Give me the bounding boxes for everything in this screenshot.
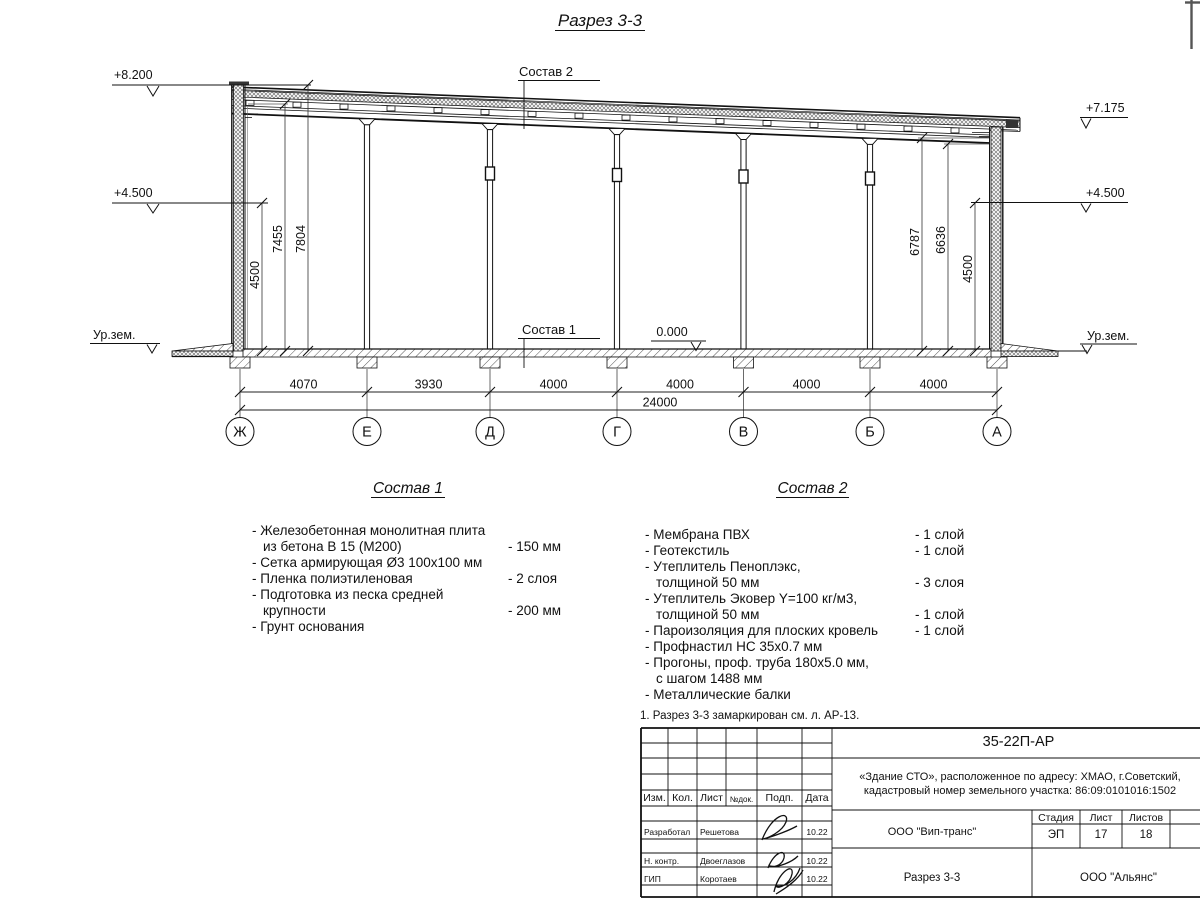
- drawing-note: 1. Разрез 3-3 замаркирован см. л. АР-13.: [640, 710, 860, 722]
- axis-label: Ж: [233, 424, 247, 441]
- axis-label: А: [992, 424, 1002, 441]
- list-item: крупности - 200 мм: [263, 603, 562, 618]
- elevation-right-mid: +4.500: [1086, 186, 1125, 200]
- list-item: - Грунт основания: [252, 619, 365, 634]
- ground-level-left: Ур.зем.: [93, 328, 136, 342]
- sheet-label: Лист: [1089, 812, 1113, 824]
- signature-korotaev: [774, 868, 803, 894]
- col-list: Лист: [700, 792, 723, 804]
- role-ncontrol: Н. контр.: [644, 856, 680, 866]
- name-ncontrol: Двоеглазов: [700, 856, 746, 866]
- right-wall: [972, 127, 1003, 351]
- list-item: - Сетка армирующая Ø3 100х100 мм: [252, 555, 483, 570]
- col-kol: Кол.: [672, 792, 693, 804]
- footings: [230, 357, 1007, 368]
- column-splice-marks: [486, 167, 875, 185]
- axis-bubbles: [226, 418, 1011, 446]
- list-item: - Профнастил НС 35х0.7 мм: [645, 639, 823, 654]
- stage-value: ЭП: [1047, 829, 1065, 841]
- list-item: - Утеплитель Пеноплэкс,: [645, 559, 801, 574]
- dim-span-6: 4000: [919, 377, 948, 392]
- roof: [232, 87, 1020, 143]
- left-wall: [229, 82, 258, 352]
- dim-right-6787: 6787: [908, 228, 922, 256]
- project-address-line1: «Здание СТО», расположенное по адресу: ХМАО, г.Советский,: [859, 771, 1181, 783]
- elevation-zero: 0.000: [656, 325, 688, 339]
- list-item: из бетона В 15 (М200) - 150 мм: [263, 539, 562, 554]
- dim-left-7455: 7455: [271, 225, 285, 253]
- axis-label: В: [738, 424, 749, 441]
- list-item: - Прогоны, проф. труба 180х5.0 мм,: [645, 655, 869, 670]
- callout-comp2: Состав 2: [519, 64, 573, 79]
- dim-span-5: 4000: [792, 377, 821, 392]
- signature-dvoeglazov: [768, 853, 798, 868]
- name-gip: Коротаев: [700, 874, 737, 884]
- list-item: толщиной 50 мм - 1 слой: [656, 607, 965, 622]
- signature-reshetova: [762, 816, 797, 840]
- org-name: ООО "Альянс": [1080, 872, 1157, 884]
- composition-2-heading: Состав 2: [777, 480, 848, 497]
- list-item: - Металлические балки: [645, 687, 791, 702]
- list-item: - Железобетонная монолитная плита: [252, 523, 486, 538]
- doc-number: 35-22П-АР: [982, 734, 1055, 750]
- right-dimensions: [908, 133, 989, 356]
- composition-1-heading: Состав 1: [373, 480, 443, 497]
- span-dimension-texts: [290, 378, 948, 410]
- elevation-left-top: +8.200: [114, 68, 153, 82]
- date-developer: 10.22: [806, 827, 828, 837]
- list-item: толщиной 50 мм - 3 слоя: [656, 575, 965, 590]
- page-title: Разрез 3-3: [0, 11, 1200, 31]
- project-address-line2: кадастровый номер земельного участка: 86:09:0101016:1502: [863, 785, 1177, 797]
- sheets-value: 18: [1139, 829, 1153, 841]
- dim-span-4: 4000: [666, 377, 694, 392]
- date-ncontrol: 10.22: [806, 856, 828, 866]
- eave-end-cap: [1006, 120, 1018, 129]
- elevation-left-mid: +4.500: [114, 186, 153, 200]
- col-izm: Изм.: [643, 792, 666, 804]
- drawing-name: Разрез 3-3: [903, 872, 961, 884]
- contractor-name: ООО "Вип-транс": [887, 826, 977, 838]
- list-item: - Пленка полиэтиленовая - 2 слоя: [252, 571, 558, 586]
- composition-2-list: [645, 481, 980, 703]
- dim-right-6636: 6636: [934, 226, 948, 254]
- composition-1-list: [252, 481, 564, 635]
- list-item: - Мембрана ПВХ - 1 слой: [645, 527, 965, 542]
- col-podp: Подп.: [765, 792, 794, 804]
- dim-right-4500: 4500: [961, 255, 975, 283]
- callout-comp1: Состав 1: [522, 322, 576, 337]
- list-item: - Подготовка из песка средней: [252, 587, 444, 602]
- dim-total: 24000: [642, 395, 678, 410]
- axis-label: Г: [613, 424, 621, 441]
- col-data: Дата: [805, 792, 829, 804]
- left-dimensions: [248, 80, 313, 356]
- list-item: - Утеплитель Эковер Y=100 кг/м3,: [645, 591, 858, 606]
- dim-span-2: 3930: [414, 377, 443, 392]
- columns: [359, 119, 878, 351]
- name-developer: Решетова: [700, 827, 739, 837]
- elevation-right-top: +7.175: [1086, 101, 1125, 115]
- dim-left-4500: 4500: [248, 261, 262, 289]
- dim-span-3: 4000: [539, 377, 568, 392]
- axis-label: Е: [362, 424, 372, 441]
- role-developer: Разработал: [644, 827, 691, 837]
- dim-left-7804: 7804: [294, 225, 308, 253]
- list-item: - Пароизоляция для плоских кровель - 1 слой: [645, 623, 965, 638]
- floor-slab: [172, 344, 1087, 369]
- role-gip: ГИП: [644, 874, 661, 884]
- axis-label: Д: [485, 424, 495, 441]
- axis-label: Б: [865, 424, 875, 441]
- list-item: - Геотекстиль - 1 слой: [645, 543, 965, 558]
- signatures: [762, 816, 803, 894]
- sheet-value: 17: [1094, 829, 1108, 841]
- list-item: с шагом 1488 мм: [656, 671, 763, 686]
- ground-level-right: Ур.зем.: [1087, 329, 1130, 343]
- date-gip: 10.22: [806, 874, 828, 884]
- dim-span-1: 4070: [289, 377, 318, 392]
- sheets-label: Листов: [1128, 812, 1164, 824]
- bottom-dimensions: [235, 369, 1002, 418]
- col-ndoc: №док.: [729, 795, 754, 804]
- stage-label: Стадия: [1038, 812, 1074, 824]
